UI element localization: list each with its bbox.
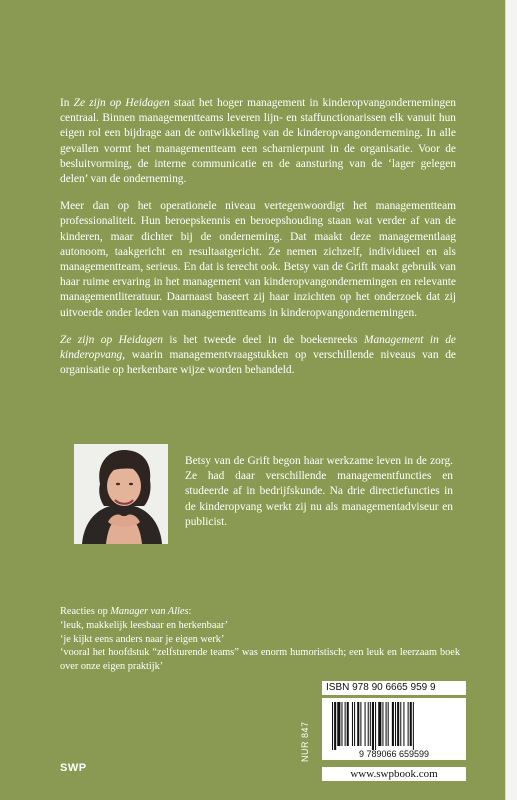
isbn-label: ISBN 978 90 6665 959 9 — [322, 681, 466, 695]
blurb-paragraph-3 — [60, 333, 456, 379]
text-run: , waarin managementvraagstukken op verschillende niveaus van de organisatie op herkenbare wijze worden behandeld. — [60, 349, 456, 377]
barcode-digits: 9 789066 659599 — [358, 749, 430, 759]
author-photo — [74, 444, 168, 544]
blurb-paragraph-2: Meer dan op het operationele niveau vertegenwoordigt het managementteam professionaliteit. Hun beroepskennis en beroepshouding staan wat verder af van de kinderen, maar dichter bij de onderneming. Dat maakt deze managementlaag autonoom, taakgericht en resultaatgericht. Ze nemen zichzelf, individueel en als managementteam, serieus. En dat is terecht ook. Betsy van de Grift maakt gebruik van haar ruime ervaring in het management van kinderopvangondernemingen en relevante managementliteratuur. Daarnaast baseert zij haar inzichten op het onderzoek dat zij uitvoerde onder leden van managementteams in kinderopvangondernemingen. — [60, 200, 456, 319]
reaction-quote: ‘leuk, makkelijk leesbaar en herkenbaar’ — [60, 619, 229, 631]
publisher-website: www.swpbook.com — [322, 767, 466, 781]
publisher-logo: SWP — [60, 762, 87, 774]
text-run: staat het hoger management in kinderopvangondernemingen centraal. Binnen managementteams leveren lijn- en staffunctionarissen elk vanuit hun eigen rol een bijdrage aan de ontwikkeling van de kinderopvangonderneming. In alle gevallen vormt het managementteam een scharnierpunt in de organisatie. Voor de besluitvorming, de interne communicatie en de aansturing van de ‘lager gelegen delen’ van de onderneming. — [60, 97, 456, 186]
barcode-bars — [322, 698, 466, 760]
series-title-italic: Management in de kinderopvang — [60, 333, 456, 362]
reactions-book-title: Manager van Alles — [110, 606, 189, 617]
text-run: In — [60, 97, 74, 109]
reaction-quote: ‘je kijkt eens anders naar je eigen werk’ — [60, 633, 225, 645]
text-run: : — [188, 606, 192, 617]
page-edge — [505, 0, 517, 800]
author-bio-text: Betsy van de Grift begon haar werkzame leven in de zorg. Ze had daar verschillende managementfuncties en studeerde af in bedrijfskunde. Na drie directiefuncties in de kinderopvang werkt zij nu als managementadviseur en publicist. — [185, 455, 453, 528]
blurb — [60, 96, 456, 390]
reader-reactions — [60, 605, 460, 674]
text-run: Reacties op — [60, 606, 111, 617]
reaction-quote: ‘vooral het hoofdstuk “zelfsturende teams” was enorm humoristisch; een leuk en leerzaam boek over onze eigen praktijk’ — [60, 647, 460, 673]
text-run: is het tweede deel in de boekenreeks — [162, 333, 364, 346]
barcode — [322, 698, 466, 760]
author-bio — [185, 454, 453, 530]
blurb-paragraph-1 — [60, 96, 456, 187]
reactions-intro — [60, 605, 460, 619]
nur-code: NUR 847 — [300, 721, 310, 762]
author-portrait-image — [74, 444, 168, 544]
book-title-italic: Ze zijn op Heidagen — [73, 97, 170, 109]
book-title-italic: Ze zijn op Heidagen — [60, 333, 163, 346]
